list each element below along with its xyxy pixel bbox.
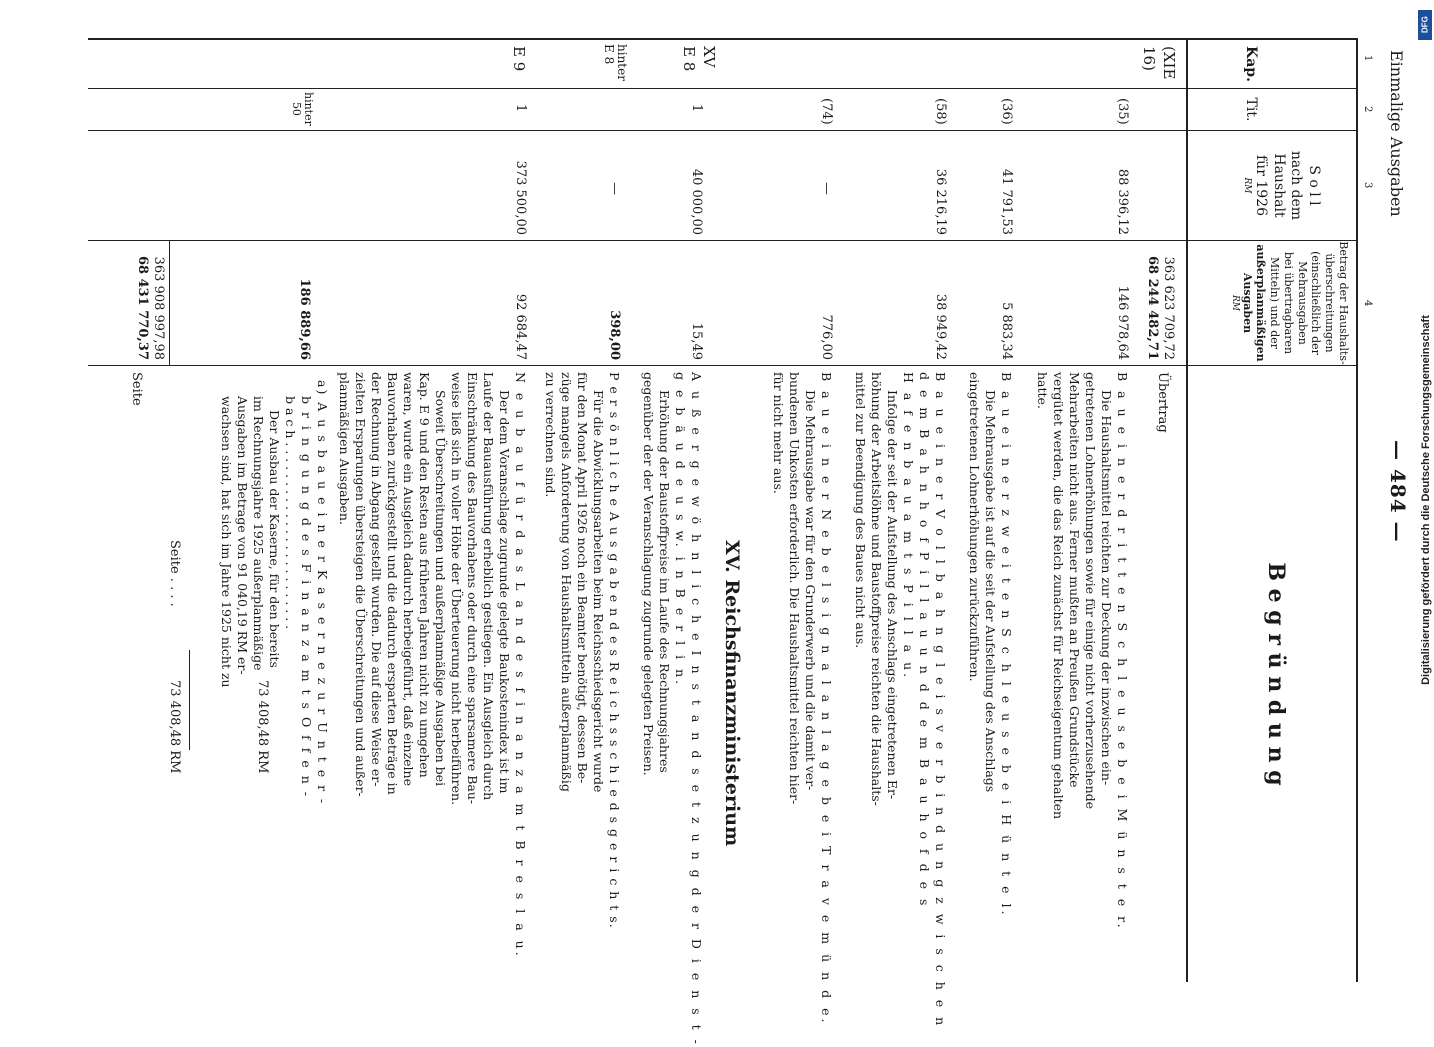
betrag-cell: 15,49	[689, 322, 704, 360]
entry-line: Laufe der Bauausführung erheblich gestiegen. Ein Ausgleich durch	[481, 372, 496, 801]
col-number-1: 1	[1362, 55, 1373, 62]
tit-cell: hinter 50	[289, 92, 315, 126]
entry-line: Infolge der seit der Aufstellung des Anschlags eingetretenen Er-	[885, 390, 900, 800]
entry-line: Mehrarbeiten nicht aus. Ferner mußten an Preußen Grundstücke	[1067, 372, 1082, 788]
header-betrag-line: bei übertragbaren	[1282, 251, 1295, 355]
entry-line: im Rechnungsjahre 1925 außerplanmäßige	[251, 396, 266, 671]
betrag-cell: 92 684,47	[513, 293, 528, 360]
betrag-cell: 776,00	[819, 314, 834, 360]
entry-title: B a u e i n e r N e b e l s i g n a l a n l a g e b e i T r a v e m ü n d e.	[819, 372, 834, 1026]
entry-line: waren, wurde ein Ausgleich dadurch herbeigeführt, daß einzelne	[401, 372, 416, 787]
entry-line: planmäßigen Ausgaben.	[337, 372, 352, 525]
betrag-cell: 398,00	[607, 310, 622, 360]
entry-line: Für die Abwicklungsarbeiten beim Reichsschiedsgericht wurde	[591, 390, 606, 793]
entry-line: Die Mehrausgabe ist auf die seit der Aufstellung des Anschlags	[983, 390, 998, 793]
tit-cell: 1	[689, 104, 704, 113]
page-total-bold: 68 431 770,37	[135, 255, 150, 360]
entry-line: Soweit Überschreitungen und außerplanmäßige Ausgaben bei	[433, 390, 448, 787]
side-sum-rule	[189, 650, 190, 750]
entry-line: zielten Ersparungen übersteigen die Überschreitungen und außer-	[353, 372, 368, 797]
entry-line: Kap. E 9 und den Resten aus früheren Jahren nicht zu umgehen	[417, 372, 432, 778]
entry-title: A u ß e r g e w ö h n l i c h e I n s t a n d s e t z u n g d e r D i e n s t -	[689, 372, 704, 1047]
header-soll-line: S o l l	[1306, 165, 1322, 206]
entry-line: bundenen Unkosten erforderlich. Die Haushaltsmittel reichten hier-	[787, 372, 802, 805]
side-amount: 73 408,48 RM	[255, 680, 270, 774]
header-tit: Tit.	[1243, 97, 1259, 122]
header-betrag-unit: RM	[1230, 295, 1240, 311]
entry-line: höhung der Arbeitslöhne und Baustoffpreise reichten die Haushalts-	[869, 372, 884, 806]
betrag-cell: 5 883,34	[999, 302, 1014, 360]
table-top-rule	[1356, 38, 1358, 982]
dfg-logo-icon: DFG	[1418, 10, 1432, 40]
header-betrag-line: Mitteln) und der	[1268, 256, 1282, 350]
tit-cell: (74)	[819, 98, 834, 125]
entry-line: Einschränkung des Bauvorhabens oder durch eine sparsamere Bau-	[465, 372, 480, 805]
entry-line: der Rechnung in Abgang gestellt wurden. Die auf diese Weise er-	[369, 372, 384, 787]
col-number-4: 4	[1362, 300, 1373, 307]
header-soll-line: nach dem	[1288, 150, 1305, 221]
entry-title: B a u e i n e r d r i t t e n S c h l e u s e b e i M ü n s t e r.	[1115, 372, 1130, 931]
header-betrag-line: (einschließlich der	[1309, 251, 1323, 355]
kap-cell: XV E 8	[680, 46, 718, 72]
entry-line: Die Haushaltsmittel reichten zur Deckung der inzwischen ein-	[1099, 390, 1114, 786]
entry-line: mittel zur Beendigung des Baues nicht aus.	[853, 372, 868, 649]
betrag-cell: 186 889,66	[297, 278, 312, 360]
side-total: 73 408,48 RM	[167, 680, 182, 774]
entry-line: b a c h . . . . . . . . . . . . . . . . . . . . . . . .	[283, 396, 298, 630]
digitization-note: Digitalisierung gefördert durch die Deutsche Forschungsgemeinschaft	[1420, 315, 1432, 685]
entry-line: wachsen sind, hat sich im Jahre 1925 nicht zu	[219, 396, 234, 688]
page-total: 363 908 997,98	[151, 256, 166, 360]
header-bottom-rule	[1186, 38, 1188, 982]
entry-line: für nicht mehr aus.	[771, 372, 786, 494]
tit-cell: (58)	[933, 98, 948, 125]
entry-line: für den Monat April 1926 noch ein Beamter benötigt, dessen Be-	[575, 372, 590, 784]
header-begruendung: B e g r ü n d u n g	[1263, 562, 1289, 786]
entry-line: zu verrechnen sind.	[543, 372, 558, 498]
carryover-label: Übertrag	[1155, 372, 1170, 433]
betrag-cell-bold: 68 244 482,71	[1145, 255, 1160, 360]
soll-cell: 41 791,53	[999, 168, 1014, 235]
header-soll-unit: RM	[1242, 177, 1252, 194]
col-number-3: 3	[1362, 182, 1373, 189]
soll-cell: 36 216,19	[933, 168, 948, 235]
entry-line: gegenüber der der Veranschlagung zugrunde gelegten Preisen.	[641, 372, 656, 776]
entry-line: g e b ä u d e u s w. i n B e r l i n.	[673, 372, 688, 688]
entry-line: züge mangels Anforderung von Haushaltsmitteln außerplanmäßig	[559, 372, 574, 792]
entry-title: B a u e i n e r z w e i t e n S c h l e u s e b e i H ü n t e l.	[999, 372, 1014, 918]
entry-title: N e u b a u f ü r d a s L a n d e s f i n a n z a m t B r e s l a u.	[513, 372, 528, 959]
soll-cell: —	[819, 182, 834, 195]
kap-cell: hinter E 8	[601, 44, 629, 81]
soll-cell: 373 500,00	[513, 160, 528, 235]
side-total-label: Seite . . . .	[167, 540, 182, 607]
tit-cell: (35)	[1115, 98, 1130, 125]
column-divider-4	[88, 365, 1358, 366]
col-number-2: 2	[1362, 106, 1373, 113]
section-header: Einmalige Ausgaben	[1387, 50, 1406, 217]
entry-line: eingetretenen Lohnerhöhungen zurückzuführen.	[967, 372, 982, 682]
betrag-cell: 363 623 709,72	[1161, 256, 1176, 360]
entry-line: H a f e n b a u a m t s P i l l a u.	[901, 372, 916, 681]
header-betrag-line: außerplanmäßigen	[1254, 244, 1268, 362]
entry-line: b r i n g u n g d e s F i n a n z a m t s O f f e n -	[299, 396, 314, 798]
entry-title: a) A u s b a u e i n e r K a s e r n e z u r U n t e r -	[315, 380, 330, 806]
entry-line: Die Mehrausgabe war für den Grunderwerb und die damit ver-	[803, 390, 818, 791]
entry-line: d e m B a h n h o f P i l l a u u n d d e m B a u h o f d e s	[917, 372, 932, 909]
entry-line: Der Ausbau der Kaserne, für den bereits	[267, 410, 282, 668]
tit-cell: 1	[513, 104, 528, 113]
entry-title: B a u e i n e r V o l l b a h n g l e i s v e r b i n d u n g z w i s c h e n	[933, 372, 948, 1029]
entry-line: hatte.	[1035, 372, 1050, 409]
column-divider-2	[88, 130, 1358, 131]
soll-cell: 40 000,00	[689, 168, 704, 235]
kap-cell: (XIE 16)	[1140, 46, 1178, 80]
left-border	[88, 38, 1358, 40]
header-betrag-line: überschreitungen	[1323, 253, 1337, 353]
betrag-cell: 38 949,42	[933, 293, 948, 360]
page-number: — 484 —	[1386, 440, 1410, 543]
header-soll-line: Haushalt	[1271, 153, 1287, 218]
header-betrag	[1229, 241, 1350, 365]
kap-cell: E 9	[510, 46, 528, 72]
header-soll	[1241, 131, 1322, 240]
subtotal-rule	[169, 240, 170, 365]
soll-cell: —	[607, 182, 622, 195]
header-kap: Kap.	[1243, 46, 1259, 82]
betrag-cell: 146 978,64	[1115, 285, 1130, 360]
header-betrag-line: Ausgaben	[1240, 272, 1254, 334]
entry-line: getretenen Lohnerhöhungen sowie für einige nicht vorherzusehende	[1083, 372, 1098, 810]
entry-line: weise ließ sich in voller Höhe der Überteuerung nicht herbeiführen.	[449, 372, 464, 806]
header-betrag-line: Mehrausgaben	[1295, 261, 1309, 345]
ministry-heading: XV. Reichsfinanzministerium	[721, 540, 743, 847]
entry-line: vergütet werden, die das Reich zunächst für Reichseigentum gehalten	[1051, 372, 1066, 820]
entry-line: Der dem Voranschlage zugrunde gelegte Baukostenindex ist im	[497, 390, 512, 794]
tit-cell: (36)	[999, 98, 1014, 125]
header-betrag-line: Betrag der Haushalts-	[1337, 241, 1350, 365]
column-divider-3	[88, 240, 1358, 241]
entry-line: Ausgaben im Betrage von 91 040,19 RM er-	[235, 396, 250, 675]
soll-cell: 88 396,12	[1115, 168, 1130, 235]
column-divider-1	[88, 88, 1358, 89]
page-label: Seite	[129, 372, 144, 406]
entry-line: Bauvorhaben zurückgestellt und die dadurch ersparten Beträge in	[385, 372, 400, 795]
header-soll-line: für 1926	[1253, 155, 1270, 216]
entry-title: P e r s ö n l i c h e A u s g a b e n d e s R e i c h s s c h i e d s g e r i c h t s.	[607, 372, 622, 929]
entry-line: Erhöhung der Baustoffpreise im Laufe des Rechnungsjahres	[657, 390, 672, 773]
